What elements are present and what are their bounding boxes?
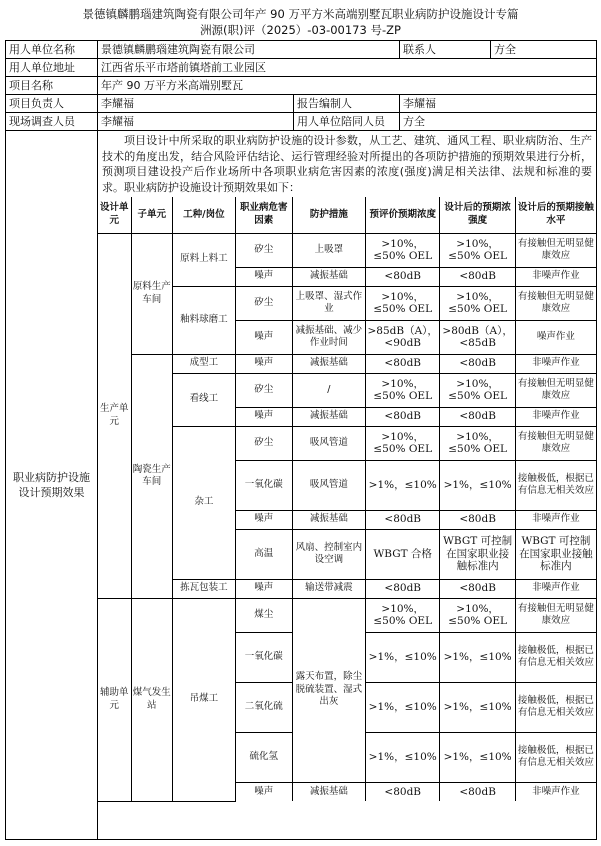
design-cell: >10%，≤50% OEL	[440, 373, 515, 407]
level-cell: 接触极低，根据已有信息无相关效应	[515, 732, 596, 782]
report-number: 洲源(职)评（2025）-03-00173 号-ZP	[200, 23, 401, 37]
pre-cell: <80dB	[366, 510, 440, 529]
project-value: 年产 90 万平方米高端别墅瓦	[98, 77, 597, 95]
table-row	[98, 426, 596, 460]
measure-cell: 减振基础	[292, 407, 365, 426]
hazard-cell: 噪声	[235, 320, 292, 354]
effect-table	[98, 197, 596, 802]
level-cell: 非噪声作业	[515, 354, 596, 373]
design-cell: <80dB	[440, 407, 515, 426]
pre-cell: >10%，≤50% OEL	[366, 426, 440, 460]
header-measure: 防护措施	[292, 197, 365, 233]
level-cell: 有接触但无明显健康效应	[515, 373, 596, 407]
hazard-cell: 二氧化硫	[235, 682, 292, 732]
hazard-cell: 矽尘	[235, 373, 292, 407]
header-post: 工种/岗位	[172, 197, 235, 233]
design-cell: <80dB	[440, 579, 515, 598]
measure-cell: 输送带减震	[292, 579, 365, 598]
design-cell: >10%，≤50% OEL	[440, 426, 515, 460]
escort-label: 用人单位陪同人员	[294, 113, 400, 131]
measure-cell: 减振基础	[292, 354, 365, 373]
address-value: 江西省乐平市塔前镇塔前工业园区	[98, 59, 597, 77]
pre-cell: >10%，≤50% OEL	[366, 598, 440, 632]
pre-cell: <80dB	[366, 782, 440, 801]
contact-label: 联系人	[400, 41, 491, 59]
unit-production: 生产单元	[98, 233, 131, 598]
post-glaze-mill: 釉料球磨工	[172, 286, 235, 354]
employer-value: 景德镇麟鹏瑙建筑陶瓷有限公司	[98, 41, 400, 59]
pre-cell: <80dB	[366, 267, 440, 286]
level-cell: 非噪声作业	[515, 267, 596, 286]
employer-label: 用人单位名称	[6, 41, 98, 59]
design-cell: <80dB	[440, 354, 515, 373]
hazard-cell: 噪声	[235, 510, 292, 529]
pre-cell: >1%，≤10%	[366, 682, 440, 732]
unit-aux: 辅助单元	[98, 598, 131, 801]
design-cell: >1%，≤10%	[440, 682, 515, 732]
design-cell: >1%，≤10%	[440, 632, 515, 682]
pre-cell: >85dB（A），<90dB	[366, 320, 440, 354]
section-label: 职业病防护设施设计预期效果	[6, 131, 98, 840]
level-cell: 有接触但无明显健康效应	[515, 233, 596, 267]
post-sort-pack: 拣瓦包装工	[172, 579, 235, 598]
pre-cell: >10%，≤50% OEL	[366, 286, 440, 320]
table-header-row	[98, 197, 596, 233]
intro-paragraph: 项目设计中所采取的职业病防护设施的设计参数，从工艺、建筑、通风工程、职业病防治、生产技术的角度出发，结合风险评估结论、运行管理经验对所提出的各项防护措施的预期效果进行分析，预测项目建设投产后作业场所中各项职业病危害因素的浓度(强度)满足相关法律、法规和标准的要求。职业病防护设施设计预期效果如下：	[102, 134, 592, 194]
title-line-1: 景德镇麟鹏瑙建筑陶瓷有限公司年产 90 万平方米高端别墅瓦职业病防护设施设计专篇	[82, 7, 519, 21]
design-cell: <80dB	[440, 510, 515, 529]
author-value: 李耀福	[400, 95, 597, 113]
post-misc: 杂工	[172, 426, 235, 579]
pre-cell: WBGT 合格	[366, 529, 440, 579]
author-label: 报告编制人	[294, 95, 400, 113]
design-cell: <80dB	[440, 782, 515, 801]
design-cell: >10%，≤50% OEL	[440, 598, 515, 632]
level-cell: 非噪声作业	[515, 782, 596, 801]
design-cell: >10%，≤50% OEL	[440, 286, 515, 320]
post-kiln-watch: 看线工	[172, 373, 235, 426]
measure-cell: 上吸罩、湿式作业	[292, 286, 365, 320]
hazard-cell: 高温	[235, 529, 292, 579]
info-table	[5, 40, 597, 840]
level-cell: 有接触但无明显健康效应	[515, 426, 596, 460]
escort-value: 方全	[400, 113, 597, 131]
subunit-raw: 原料生产车间	[131, 233, 172, 354]
header-pre: 预评价预期浓度	[366, 197, 440, 233]
measure-cell: 上吸罩	[292, 233, 365, 267]
survey-label: 现场调查人员	[6, 113, 98, 131]
measure-cell: 减振基础	[292, 782, 365, 801]
post-forming: 成型工	[172, 354, 235, 373]
design-cell: >1%，≤10%	[440, 460, 515, 510]
table-row	[98, 354, 596, 373]
header-unit: 设计单元	[98, 197, 131, 233]
hazard-cell: 矽尘	[235, 426, 292, 460]
level-cell: 非噪声作业	[515, 510, 596, 529]
header-design: 设计后的预期浓强度	[440, 197, 515, 233]
post-raw-feed: 原料上料工	[172, 233, 235, 286]
subunit-gas: 煤气发生站	[131, 598, 172, 801]
hazard-cell: 噪声	[235, 579, 292, 598]
hazard-cell: 一氧化碳	[235, 460, 292, 510]
measure-cell: /	[292, 373, 365, 407]
gas-measure-cell: 露天布置，除尘脱硫装置、湿式出灰	[292, 598, 365, 782]
hazard-cell: 噪声	[235, 407, 292, 426]
address-label: 用人单位地址	[6, 59, 98, 77]
surveyor-value: 李耀福	[98, 113, 294, 131]
hazard-cell: 煤尘	[235, 598, 292, 632]
hazard-cell: 矽尘	[235, 286, 292, 320]
level-cell: 接触极低，根据已有信息无相关效应	[515, 632, 596, 682]
hazard-cell: 一氧化碳	[235, 632, 292, 682]
document-title	[0, 6, 601, 38]
level-cell: 有接触但无明显健康效应	[515, 286, 596, 320]
project-label: 项目名称	[6, 77, 98, 95]
pre-cell: >1%，≤10%	[366, 732, 440, 782]
level-cell: 非噪声作业	[515, 579, 596, 598]
measure-cell: 减振基础、减少作业时间	[292, 320, 365, 354]
design-cell: >1%，≤10%	[440, 732, 515, 782]
pre-cell: >10%，≤50% OEL	[366, 373, 440, 407]
pre-cell: >10%，≤50% OEL	[366, 233, 440, 267]
hazard-cell: 噪声	[235, 267, 292, 286]
leader-value: 李耀福	[98, 95, 294, 113]
level-cell: 接触极低，根据已有信息无相关效应	[515, 460, 596, 510]
table-row	[98, 373, 596, 407]
pre-cell: >1%，≤10%	[366, 460, 440, 510]
design-cell: >10%，≤50% OEL	[440, 233, 515, 267]
header-hazard: 职业病危害因素	[235, 197, 292, 233]
pre-cell: <80dB	[366, 579, 440, 598]
table-row	[98, 579, 596, 598]
pre-cell: <80dB	[366, 407, 440, 426]
measure-cell: 风扇、控制室内设空调	[292, 529, 365, 579]
pre-cell: >1%，≤10%	[366, 632, 440, 682]
design-cell: >80dB（A），<85dB	[440, 320, 515, 354]
table-row	[98, 286, 596, 320]
table-row	[98, 233, 596, 267]
leader-label: 项目负责人	[6, 95, 98, 113]
header-subunit: 子单元	[131, 197, 172, 233]
header-level: 设计后的预期接触水平	[515, 197, 596, 233]
pre-cell: <80dB	[366, 354, 440, 373]
measure-cell: 吸风管道	[292, 460, 365, 510]
effect-section	[98, 131, 597, 840]
level-cell: WBGT 可控制在国家职业接触标准内	[515, 529, 596, 579]
measure-cell: 减振基础	[292, 267, 365, 286]
hazard-cell: 噪声	[235, 354, 292, 373]
level-cell: 噪声作业	[515, 320, 596, 354]
level-cell: 有接触但无明显健康效应	[515, 598, 596, 632]
level-cell: 接触极低，根据已有信息无相关效应	[515, 682, 596, 732]
post-coal-hoist: 吊煤工	[172, 598, 235, 801]
design-cell: <80dB	[440, 267, 515, 286]
measure-cell: 吸风管道	[292, 426, 365, 460]
subunit-ceramic: 陶瓷生产车间	[131, 354, 172, 598]
table-row	[98, 598, 596, 632]
contact-value: 方全	[491, 41, 597, 59]
design-cell: WBGT 可控制在国家职业接触标准内	[440, 529, 515, 579]
hazard-cell: 矽尘	[235, 233, 292, 267]
hazard-cell: 噪声	[235, 782, 292, 801]
level-cell: 非噪声作业	[515, 407, 596, 426]
measure-cell: 减振基础	[292, 510, 365, 529]
hazard-cell: 硫化氢	[235, 732, 292, 782]
